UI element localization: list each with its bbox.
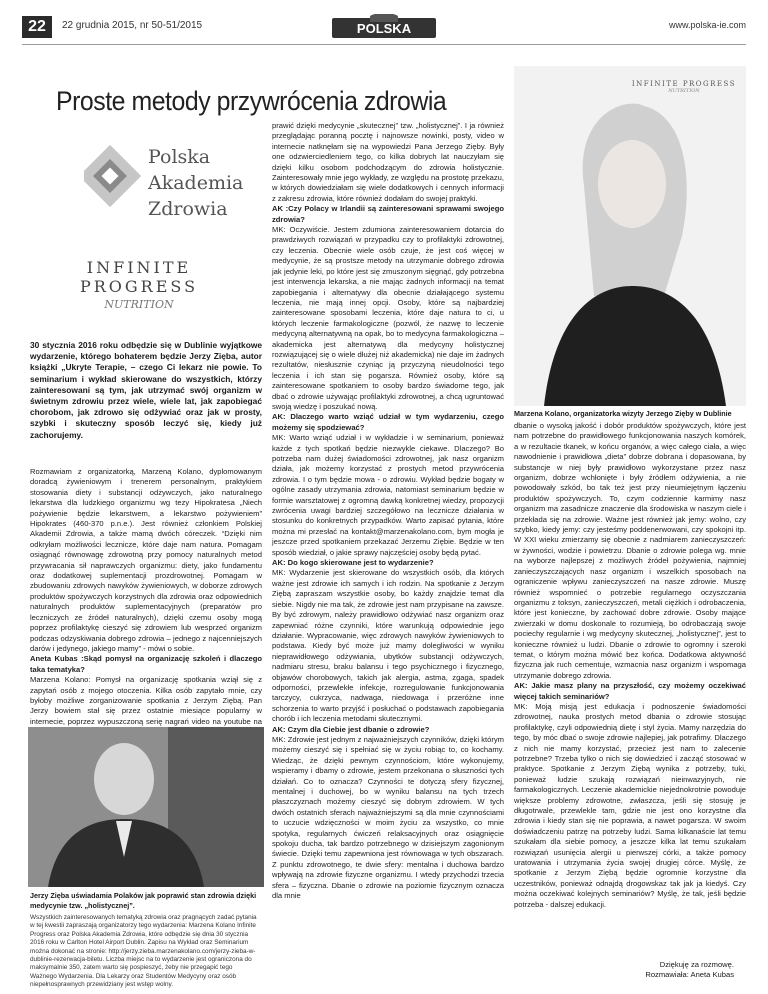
paragraph: dbanie o wysoką jakość i dobór produktów spożywczych, które jest nam potrzebne do prawidłowego funkcjonowania naszych komórek, a w rezultacie tkanek, w końcu organów, a więc całego ciała, a więc nawodnienie i prawidłowa „dieta” dobrze dobrana i dopasowana, by substancje w niej były prawidłowo wykorzystane przez nasz organizm, dobrze wchłonięte i były źródłem odżywienia, a nie powodowały szkód, bo tak też jest przy nieumiejętnym łączeniu produktów spożywczych. To, czym codziennie karmimy nasz organizm ma zasadnicze znaczenie dla środowiska w naszym ciele i przekłada się na zdrowie. Ważne jest również jak jemy: wolno, czy szybko, kiedy jemy: czy jesteśmy poddenerwowani, czy spokojni itp. W XXI wieku zmierzamy się obecnie z nadmiarem zanieczyszczeń: w żywności, wodzie i powietrzu. Dbanie o zdrowie polega wg. mnie na wyborze najlepszej z możliwych źródeł pożywienia, najmniej zanieczyszczających nasz organizm i wszelkich sposobach na ograniczenie wpływu zanieczyszczeń na nasze zdrowie. Muszę również wspomnieć o potrzebie regularnego oczyszczania organizmu z toksyn, zanieczyszczeń, metali ciężkich i odrobaczenia, które jest konieczne, by zachować dobre zdrowie. Osoby mające zwierzaki w domu doskonale to rozumieją, bo odrobaczają swoje pociechy regularnie i wg medycyny skutecznej, „holistycznej”, jest to konieczne również u ludzi. Dbanie o zdrowie to ogromny i szeroki temat, o którym można mówić bez końca. Dodatkowa aktywność fizyczna jak ruch cementuje, wzmacnia nasz organizm i wspomaga utrzymanie dobrego zdrowia.: [514, 421, 746, 680]
event-note: Wszystkich zainteresowanych tematyką zdrowia oraz pragnących zadać pytania w tej kwestii zapraszają organizatorzy tego wydarzenia: Marzena Kolano Infinite Progress oraz Polska Akademia Zdrowia, które odbędzie się dnia 30 stycznia 2016 roku w Carlton Hotel Airport Dublin. Zapisu na Wykład oraz Seminarium można dokonać na stronie: http://jerzy.zieba.marzenakolano.com/jerzy-zieba-w-dublinie-rezerwacja-biletu. Liczba miejsc na to wydarzenie jest ograniczona do maksymalnie 350, zatem warto się pospieszyć, żeby nie przegapić tego Ważnego Wydarzenia. Dla Lekarzy oraz Studentów Medycyny oraz osób niepełnosprawnych przewidziany jest wstęp wolny.: [30, 914, 257, 989]
polska-logo: [332, 14, 436, 44]
paragraph: MK: Zdrowie jest jednym z najważniejszych czynników, dzięki którym możemy cieszyć się i spełniać się w życiu robiąc to, co kochamy. Wiedząc, że dzięki pewnym czynnościom, które wykonujemy, wspieramy i dbamy o zdrowie, jestem przekonana o słuszności tych działań. Co to oznacza? Czynności te dotyczą sfery fizycznej, mentalnej i duchowej, bo w wyniku balansu na tych trzech płaszczyznach możemy cieszyć się dobrym zdrowiem. W tych dwóch ostatnich sferach najważniejszymi są dla mnie czynnościami to uczucie wdzięczności w moim życiu za wszystko, co mnie spotyka, regularnych ćwiczeń relaksacyjnych oraz osiągnięcie spokoju ducha, tak bardzo potrzebnego w dzisiejszym zagonionym świecie. Dzięki temu zapewniona jest równowaga w tych obszarach. Z punktu zdrowotnego, te dwie sfery: mentalna i duchowa bardzo wpływają na zdrowie fizyczne organizmu. I wtedy przychodzi trzecia sfera – fizyczna. Dbanie o zdrowie na poziomie fizycznym oznacza dla mnie: [272, 734, 504, 901]
column-1: [30, 467, 262, 758]
page-number: 22: [22, 16, 52, 38]
column-3: [514, 421, 746, 910]
paragraph: MK: Wydarzenie jest skierowane do wszystkich osób, dla których ważne jest zdrowie ich samych i ich rodzin. Na spotkanie z Jerzym Ziębą zapraszam wszystkie osoby, bo każdy znajdzie temat dla siebie. Nigdy nie ma tak, że zdrowie jest nam przypisane na zawsze. By być zdrowym, należy prawidłowo odżywiać nasz organizm oraz zapewniać różne czynniki, które warunkują odpowiednie jego działanie. Wypracowanie, więc zdrowych nawyków żywieniowych to podstawa. Kiedy być może już mamy dolegliwości w wyniku nieprawidłowego odżywiania, ubytków substancji odżywczych, nadmiaru stresu, braku balansu i tego psychicznego i fizycznego, objawów chorobowych, takich jak alergia, astma, zgaga, spadek odporności, przewlekłe infekcje, rozregulowanie funkcjonowania tarczycy, cukrzyca, nadwaga, niedowaga i przeróżne inne schorzenia to warto przyjść i posłuchać o podstawach zapobiegania chorób i ich leczenia metodami skutecznymi.: [272, 568, 504, 724]
man-portrait-icon: [28, 727, 264, 887]
interview-question: AK: Jakie masz plany na przyszłość, czy możemy oczekiwać więcej takich seminariów?: [514, 681, 746, 701]
signoff: [514, 960, 734, 981]
page-header: [22, 14, 746, 46]
interview-question: AK: Do kogo skierowane jest to wydarzenie?: [272, 558, 434, 568]
paragraph: MK: Moją misją jest edukacja i podnoszenie świadomości zdrowotnej, nauka prostych metod dbania o zdrowie stosując profilaktykę, czyli odpowiednią dietę i styl życia. Mamy narzędzia do tego, by móc dbać o swoje zdrowie najlepiej, jak potrafimy. Dlaczego z nich nie mamy korzystać, przecież jest nam to zalecenie potrzebne? Trzeba tylko o nich się dowiedzieć i zacząć stosować w praktyce. Spotkanie z Jerzym Ziębą wynika z potrzeby, tuki, ponieważ ludzie szukają rozwiązań nieinwazyjnych, nie farmakologicznych. Leczenie akademickie niejednokrotnie powoduje większe problemy zdrowotne, zwłaszcza, jeśli się stosuję je długotrwale, przewlekle tam, gdzie nie jest ono korzystne dla zdrowia i kiedy stan się nie poprawia, a nawet pogarsza. W swoim doświadczeniu patrzę na potrzeby ludzi. Sama kilkanaście lat temu szukałam dla siebie pomocy, a jeszcze kilka lat temu szukałam rozwiązań usunięcia alergii u pierwszej córki, a także pomocy uratowania i utrzymania życia swojej drugiej córce. Myślę, że spotkanie z Jerzym Ziębą będzie ogromnie korzystne dla uczestników, ponieważ odnajdą drogowskaz tak jak ja kiedyś. Czy można oczekiwać kolejnych seminariów? Myślę, że tak, jeśli będzie potrzeba - dalszej edukacji.: [514, 701, 746, 909]
paragraph: MK: Oczywiście. Jestem zdumiona zainteresowaniem dotarcia do prawdziwych rozwiązań w przypadku czy to profilaktyki zdrowotnej, czy leczenia. Obecnie wiele osób czuje, że jest coś więcej w medycynie, że są prostsze metody na utrzymanie dobrego zdrowia jak jedynie leki, po które jest się zmuszonym sięgnąć, gdy potrzebna jest interwencja lekarska, a nie mając żadnych informacji na temat zapobiegania i alternatywy dla obecnie działającego systemu leczenia, nie mają innej opcji. Osoby, które są najbardziej zainteresowane sposobami leczenia, które daje natura to ci, u których leczenie farmakologiczne (pozwól, że nazwę to leczenie medycyną alternatywną na opak, bo to medycyna farmakologiczna – akademicka jest alternatywą dla medycyny holistycznej rozwiązującej się o wiele dłużej niż akademicka) nie daje im żadnych rezultatów, niesłusznie czyniąc ją przyczyną nieudolności tego leczenia i ich stan się pogarsza. Również osoby, które są zainteresowane spotkaniem to osoby bardzo świadome tego, jak dbać o zdrowie używając profilaktyki zdrowotnej, a chcą ugruntować swoją wiedzę i poszukać nową.: [272, 225, 504, 411]
interview-question: Aneta Kubas :Skąd pomysł na organizację szkoleń i dlaczego taka tematyka?: [30, 654, 262, 674]
logo-text: POLSKA: [356, 21, 412, 36]
paragraph: Rozmawiam z organizatorką, Marzeną Kolano, dyplomowanym doradcą żywieniowym i trenerem personalnym, praktykiem stosowania diety i substancji odżywczych, jako naturalnego lekarstwa dla ludzkiego organizmu wg tezy Hipokratesa „Niech pożywienie będzie lekarstwem, a lekarstwo pożywieniem” Hipokrates (460-370 p.n.e.). Jest również członkiem Polskiej Akademii Zdrowia, a także mamą dwóch córeczek. “Dzięki nim odkryłam możliwości lecznicze, które daje nam natura. Pomagam osiągnąć równowagę zdrowotną przy pomocy naturalnych metod przywracania sił naprawczych organizmu: diety, jako fundamentu oraz dodatkowej suplementacji prozdrowotnej. Pomagam w zbudowaniu zdrowych nawyków żywieniowych, w doborze zdrowych produktów spożywczych korzystnych dla zdrowia oraz odpowiednich naturalnych produktów suplementacyjnych (preparatów pro leczniczych ze źródeł naturalnych), dzięki czemu osoby mogą poprzez profilaktykę cieszyć się zdrowiem lub wesprzeć organizm podczas odzyskiwania dobrego zdrowia – jednego z najcenniejszych darów i jedynego, jakiego mamy” - mówi o sobie.: [30, 467, 262, 653]
photo-ip-title: INFINITE PROGRESS: [631, 80, 736, 88]
photo-caption-2: Marzena Kolano, organizatorka wizyty Jerzego Zięby w Dublinie: [514, 409, 732, 418]
header-divider: [22, 44, 746, 45]
photo-ip-logo: [632, 80, 736, 94]
photo-ip-subtitle: NUTRITION: [668, 88, 700, 94]
paragraph: prawić dzięki medycynie „skutecznej” tzw. „holistycznej”. I ja również przeglądając poranną pocztę i najnowsze nowinki, posty, video w internecie natknęłam się na wypowiedzi Pana Jerzego Zięby. Były one odzwierciedleniem tego, co kilka dobrych lat nauczyłam się dzięki kilku osobom podchodzącym do zdrowia holistycznie. Zainteresowały mnie jego wykłady, ze względu na prostotę przekazu, w których dowiedziałam się wiele dodatkowych i cennych informacji z zakresu zdrowia, które również dodałam do swojej praktyki.: [272, 121, 505, 203]
signoff-thanks: Dziękuję za rozmowę.: [659, 960, 734, 969]
lead-paragraph: 30 stycznia 2016 roku odbędzie się w Dublinie wyjątkowe wydarzenie, którego bohaterem będzie Jerzy Zięba, autor książki „Ukryte Terapie, – czego Ci lekarz nie powie. To seminarium i wykład skierowane do wszystkich, którzy zainteresowani są tym, jak utrzymać swój organizm w świetnym zdrowiu przez wiele, wiele lat, jak zapobiegać chorobom, jak zdrowo się odżywiać oraz jak w prosty, szybki i skuteczny sposób leczyć się, kiedy już zachorujemy.: [30, 340, 262, 440]
signoff-author: Rozmawiała: Aneta Kubas: [645, 970, 734, 980]
interview-question: AK: Dlaczego warto wziąć udział w tym wydarzeniu, czego możemy się spodziewać?: [272, 412, 504, 432]
pal-line-2: Akademia: [148, 172, 244, 194]
photo-caption-1: Jerzy Zięba uświadamia Polaków jak poprawić stan zdrowia dzięki medycynie tzw. „holistycznej”.: [30, 891, 257, 910]
photo-jerzy-zieba: [28, 727, 264, 887]
paragraph: MK: Warto wziąć udział i w wykładzie i w seminarium, ponieważ każde z tych spotkań będzie niezwykle ciekawe. Dlaczego? Bo potrzeba nam dużej świadomości zdrowotnej, jak nasz organizm działa, jak możemy korzystać z prostych metod przywrócenia zdrowia. I o tym będzie mowa - o zdrowiu. Wykład będzie bogaty w ogólne zasady utrzymania zdrowia, natomiast seminarium będzie w formie warsztatowej z ogromną dawką konkretnej wiedzy, propozycji zwrócenia uwagi bardziej szczegółowo na lecznicze działania w stosunku do konkretnych przypadków. Warto zapisać pytania, które można mi przesłać na kontakt@marzenakolano.com, bym mogła je jeszcze przed spotkaniem przekazać Jerzemu Ziębie. Będzie w ten sposób wiedział, o jakie sprawy najczęściej osoby będą pytać.: [272, 433, 504, 557]
issue-date: 22 grudnia 2015, nr 50-51/2015: [62, 20, 203, 31]
interview-question: AK :Czy Polacy w Irlandii są zainteresowani sprawami swojego zdrowia?: [272, 204, 504, 224]
ip-logo-subtitle: NUTRITION: [104, 298, 174, 311]
photo-marzena-kolano: [514, 66, 746, 406]
ip-logo-title: INFINITE PROGRESS: [79, 258, 199, 296]
column-2: [272, 121, 504, 901]
website-url[interactable]: www.polska-ie.com: [668, 20, 746, 30]
interview-question: AK: Czym dla Ciebie jest dbanie o zdrowie?: [272, 724, 430, 734]
infinite-progress-logo: [26, 258, 252, 314]
woman-portrait-icon: [514, 66, 746, 406]
paragraph: Marzena Kolano: Pomysł na organizację spotkania wziął się z zapytań osób z mojego otoczenia. Kilka osób zapytało mnie, czy byłoby możliwe zorganizowanie spotkania z Jerzym Ziębą. Pan Jerzy bowiem stał się przez ostatnie miesiące popularny w internecie, poprzez wypuszczoną serię nagrań video na youtube na: [30, 675, 262, 726]
pal-line-1: Polska: [148, 146, 211, 168]
pal-logo-text: [148, 144, 243, 222]
pal-line-3: Zdrowia: [148, 198, 228, 220]
headline: Proste metody przywrócenia zdrowia: [56, 86, 447, 116]
